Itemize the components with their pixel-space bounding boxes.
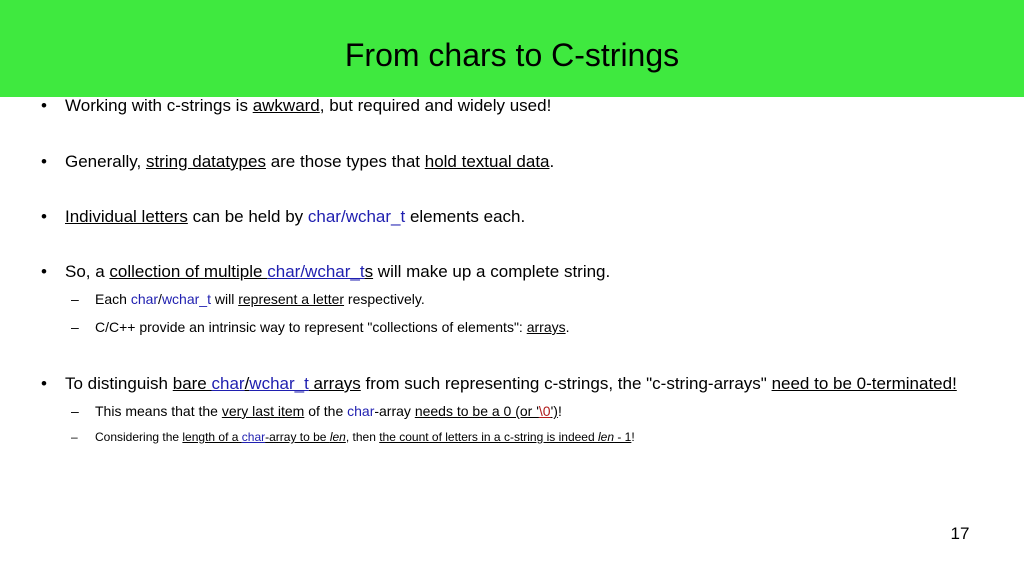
- bullet-text-segment: can be held by: [187, 207, 308, 226]
- bullet-text-segment: .: [565, 319, 570, 335]
- bullet-text-segment: Individual letters: [65, 207, 188, 226]
- bullet-text-segment: !: [557, 403, 562, 419]
- bullet-text-segment: This means that the: [95, 403, 222, 419]
- bullet-text-segment: \0: [538, 403, 551, 419]
- bullet-text-segment: /: [300, 262, 306, 281]
- bullet-dot: •: [41, 207, 47, 226]
- slide-title: From chars to C-strings: [344, 37, 680, 73]
- bullet-text-segment: hold textual data: [424, 152, 550, 171]
- bullet-item-7: [65, 374, 957, 394]
- bullet-text-segment: from such representing c-strings, the "c-string-arrays": [360, 374, 772, 393]
- bullet-text-segment: wchar_t: [305, 262, 365, 281]
- bullet-text-segment: will make up a complete string.: [373, 262, 611, 281]
- bullet-text-segment: arrays: [308, 374, 361, 393]
- bullet-text-segment: char: [347, 403, 375, 419]
- bullet-text-segment: length of a: [182, 430, 242, 444]
- bullet-text-segment: collection of multiple: [109, 262, 268, 281]
- bullet-text-segment: , but required and widely used!: [319, 96, 552, 115]
- bullet-text-segment: len: [329, 430, 346, 444]
- bullet-text-segment: !: [631, 430, 635, 444]
- bullet-text-segment: need to be 0-terminated!: [771, 374, 957, 393]
- bullet-item-2: [65, 152, 554, 172]
- bullet-item-9: [95, 429, 635, 445]
- bullet-text-segment: Working with c-strings is: [65, 96, 253, 115]
- bullet-text-segment: the count of letters in a c-string is indeed: [379, 430, 598, 444]
- bullet-text-segment: Considering the: [95, 430, 183, 444]
- bullet-dot: •: [41, 152, 47, 171]
- bullet-dash: –: [71, 403, 79, 419]
- bullet-text-segment: s: [364, 262, 374, 281]
- bullet-text-segment: - 1: [614, 430, 632, 444]
- bullet-text-segment: char: [267, 262, 301, 281]
- bullet-text-segment: elements each.: [405, 207, 526, 226]
- bullet-item-6: [95, 318, 570, 336]
- bullet-item-4: [65, 262, 610, 282]
- bullet-dot: •: [41, 374, 47, 393]
- bullet-text-segment: C/C++ provide an intrinsic way to represent "collections of elements":: [95, 319, 527, 335]
- bullet-text-segment: will: [210, 291, 239, 307]
- bullet-dot: •: [41, 96, 47, 115]
- bullet-item-5: [95, 290, 425, 308]
- bullet-text-segment: string datatypes: [145, 152, 266, 171]
- bullet-text-segment: Generally,: [65, 152, 146, 171]
- bullet-dot: •: [41, 262, 47, 281]
- bullet-dash: –: [71, 319, 79, 335]
- bullet-text-segment: len: [598, 430, 615, 444]
- bullet-text-segment: , then: [345, 430, 380, 444]
- bullet-text-segment: char: [241, 430, 266, 444]
- bullet-text-segment: of the: [304, 403, 348, 419]
- bullet-text-segment: very last item: [221, 403, 305, 419]
- bullet-text-segment: To distinguish: [65, 374, 173, 393]
- bullet-text-segment: respectively.: [344, 291, 425, 307]
- bullet-dash: –: [71, 291, 79, 307]
- bullet-text-segment: -array to be: [265, 430, 330, 444]
- bullet-text-segment: /: [340, 207, 346, 226]
- bullet-text-segment: arrays: [526, 319, 566, 335]
- bullet-text-segment: represent a letter: [238, 291, 345, 307]
- bullet-text-segment: /: [158, 291, 162, 307]
- bullet-text-segment: wchar_t: [345, 207, 406, 226]
- bullet-text-segment: Each: [95, 291, 131, 307]
- bullet-item-1: [65, 96, 551, 116]
- bullet-text-segment: bare: [172, 374, 212, 393]
- bullet-text-segment: needs to be a 0 (or ': [414, 403, 539, 419]
- bullet-item-3: [65, 207, 525, 227]
- bullet-text-segment: wchar_t: [249, 374, 309, 393]
- page-number: 17: [950, 524, 970, 543]
- bullet-text-segment: wchar_t: [161, 291, 211, 307]
- bullet-text-segment: char: [130, 291, 159, 307]
- bullet-text-segment: char: [211, 374, 245, 393]
- bullet-text-segment: are those types that: [265, 152, 425, 171]
- bullet-dash: –: [71, 430, 78, 444]
- bullet-text-segment: '): [550, 403, 558, 419]
- bullet-text-segment: .: [549, 152, 555, 171]
- bullet-text-segment: -array: [374, 403, 415, 419]
- bullet-text-segment: awkward: [252, 96, 320, 115]
- bullet-text-segment: So, a: [65, 262, 110, 281]
- bullet-text-segment: char: [307, 207, 341, 226]
- bullet-item-8: [95, 402, 562, 420]
- bullet-text-segment: /: [244, 374, 250, 393]
